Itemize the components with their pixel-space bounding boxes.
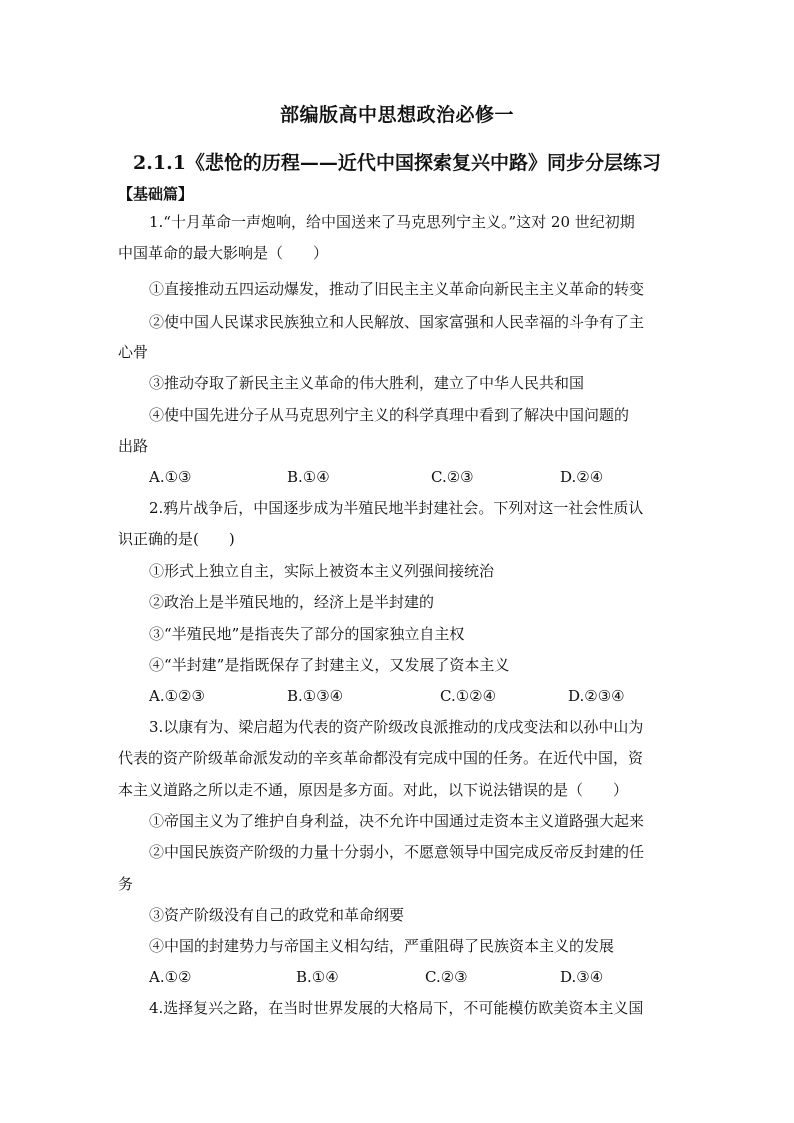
q4-stem-line-1: 4.选择复兴之路，在当时世界发展的大格局下，不可能模仿欧美资本主义国 (149, 999, 644, 1017)
q1-option-b: B.①④ (287, 468, 330, 486)
q1-stem-line-1: 1.“十月革命一声炮响，给中国送来了马克思列宁主义。”这对 20 世纪初期 (149, 213, 635, 231)
section-heading: 【基础篇】 (118, 185, 194, 203)
q3-item-2-line-2: 务 (118, 875, 134, 893)
document-title: 部编版高中思想政治必修一 (279, 104, 514, 126)
q2-item-3: ③“半殖民地”是指丧失了部分的国家独立自主权 (149, 625, 465, 643)
q1-item-1: ①直接推动五四运动爆发，推动了旧民主主义革命向新民主主义革命的转变 (149, 280, 645, 298)
q3-option-b: B.①④ (296, 968, 339, 986)
q2-option-c: C.①②④ (440, 687, 497, 705)
q2-item-1: ①形式上独立自主，实际上被资本主义列强间接统治 (149, 562, 495, 580)
q2-option-b: B.①③④ (287, 687, 344, 705)
q3-item-1: ①帝国主义为了维护自身利益，决不允许中国通过走资本主义道路强大起来 (149, 812, 645, 830)
q3-option-c: C.②③ (425, 968, 468, 986)
q1-item-2-line-1: ②使中国人民谋求民族独立和人民解放、国家富强和人民幸福的斗争有了主 (149, 313, 645, 331)
q1-item-2-line-2: 心骨 (118, 343, 149, 361)
q3-item-4: ④中国的封建势力与帝国主义相勾结，严重阻碍了民族资本主义的发展 (149, 937, 615, 955)
q2-option-a: A.①②③ (149, 687, 205, 705)
q3-item-3: ③资产阶级没有自己的政党和革命纲要 (149, 906, 405, 924)
q1-option-c: C.②③ (431, 468, 474, 486)
q1-item-3: ③推动夺取了新民主主义革命的伟大胜利，建立了中华人民共和国 (149, 374, 585, 392)
q3-stem-line-3: 本主义道路之所以走不通，原因是多方面。对此，以下说法错误的是（ ） (118, 781, 629, 799)
q1-option-d: D.②④ (560, 468, 604, 486)
q2-item-2: ②政治上是半殖民地的，经济上是半封建的 (149, 593, 435, 611)
q2-stem-line-2: 识正确的是( ) (118, 530, 235, 548)
q1-option-a: A.①③ (149, 468, 192, 486)
q3-stem-line-1: 3.以康有为、梁启超为代表的资产阶级改良派推动的戊戌变法和以孙中山为 (149, 718, 644, 736)
q1-stem-line-2: 中国革命的最大影响是（ ） (118, 244, 329, 262)
q2-option-d: D.②③④ (568, 687, 625, 705)
q2-item-4: ④“半封建”是指既保存了封建主义，又发展了资本主义 (149, 656, 510, 674)
q1-item-4-line-2: 出路 (118, 437, 149, 455)
q3-option-a: A.①② (149, 968, 192, 986)
q1-item-4-line-1: ④使中国先进分子从马克思列宁主义的科学真理中看到了解决中国问题的 (149, 406, 630, 424)
q3-option-d: D.③④ (560, 968, 604, 986)
q2-stem-line-1: 2.鸦片战争后，中国逐步成为半殖民地半封建社会。下列对这一社会性质认 (149, 499, 644, 517)
q3-stem-line-2: 代表的资产阶级革命派发动的辛亥革命都没有完成中国的任务。在近代中国，资 (118, 749, 644, 767)
document-subtitle: 2.1.1《悲怆的历程——近代中国探索复兴中路》同步分层练习 (133, 152, 661, 174)
q3-item-2-line-1: ②中国民族资产阶级的力量十分弱小，不愿意领导中国完成反帝反封建的任 (149, 843, 645, 861)
